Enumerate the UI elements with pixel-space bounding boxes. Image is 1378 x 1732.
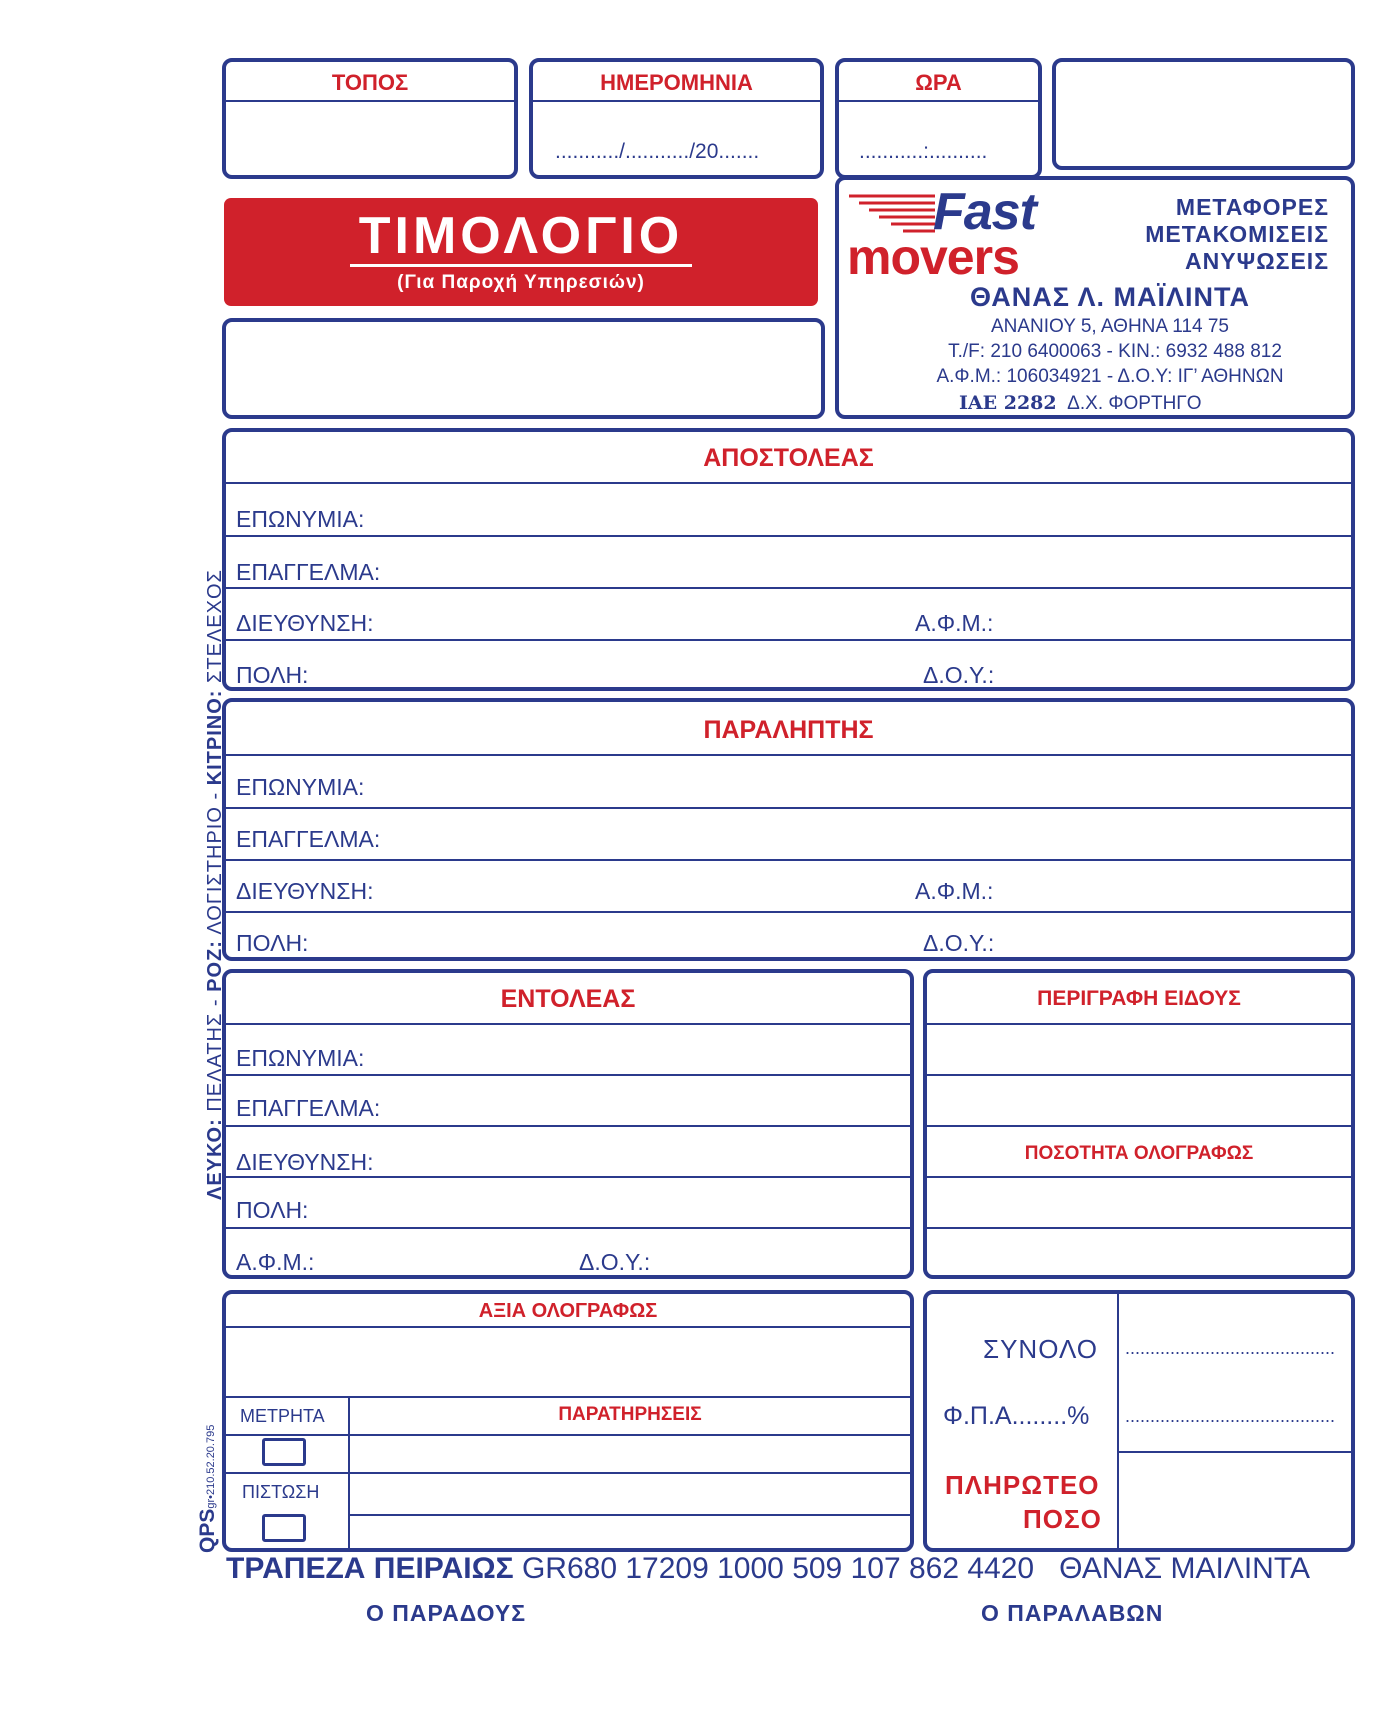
sender-address-label: ΔΙΕΥΘΥΝΣΗ: xyxy=(236,610,374,636)
account-holder: ΘΑΝΑΣ ΜΑΙΛΙΝΤΑ xyxy=(1059,1552,1310,1585)
company-tax: Α.Φ.Μ.: 106034921 - Δ.Ο.Υ: ΙΓ’ ΑΘΗΝΩΝ xyxy=(936,366,1284,387)
printer-info: gr•210.52.20.795 xyxy=(205,1424,217,1509)
copy-white-key: ΛΕΥΚΟ: xyxy=(204,1118,226,1200)
copy-white-val: ΠΕΛΑΤΗΣ - xyxy=(204,991,226,1119)
copy-pink-val: ΛΟΓΙΣΤΗΡΙΟ - xyxy=(204,785,226,941)
goods-description-title: ΠΕΡΙΓΡΑΦΗ ΕΙΔΟΥΣ xyxy=(1037,987,1241,1010)
time-field[interactable]: ...........:.......... xyxy=(859,140,988,163)
principal-title: ΕΝΤΟΛΕΑΣ xyxy=(500,985,636,1013)
recipient-signature-label: Ο ΠΑΡΑΛΑΒΩΝ xyxy=(981,1600,1164,1626)
sender-city-label: ΠΟΛΗ: xyxy=(236,662,309,688)
service-transport: ΜΕΤΑΦΟΡΕΣ xyxy=(1175,194,1329,220)
service-moving: ΜΕΤΑΚΟΜΙΣΕΙΣ xyxy=(1145,221,1329,247)
invoice-title: ΤΙΜΟΛΟΓΙΟ xyxy=(358,207,684,265)
sender-job-label: ΕΠΑΓΓΕΛΜΑ: xyxy=(236,559,381,585)
cash-checkbox[interactable] xyxy=(262,1438,306,1466)
remarks-title: ΠΑΡΑΤΗΡΗΣΕΙΣ xyxy=(558,1404,702,1425)
value-title: ΑΞΙΑ ΟΛΟΓΡΑΦΩΣ xyxy=(478,1300,658,1322)
copies-distribution-note xyxy=(204,569,227,1200)
bank-name: ΤΡΑΠΕΖΑ ΠΕΙΡΑΙΩΣ xyxy=(226,1552,514,1585)
place-box xyxy=(222,58,518,179)
principal-doy-label: Δ.Ο.Υ.: xyxy=(579,1249,651,1275)
company-phones: Τ./F: 210 6400063 - ΚΙΝ.: 6932 488 812 xyxy=(948,341,1282,362)
receiver-doy-label: Δ.Ο.Υ.: xyxy=(923,930,995,956)
copy-yellow-val: ΣΤΕΛΕΧΟΣ xyxy=(204,569,226,690)
receiver-afm-label: Α.Φ.Μ.: xyxy=(915,878,994,904)
sum-value[interactable]: .......................................... xyxy=(1125,1338,1336,1358)
bank-line xyxy=(226,1552,1310,1586)
principal-name-label: ΕΠΩΝΥΜΙΑ: xyxy=(236,1045,365,1071)
vat-label: Φ.Π.Α........% xyxy=(943,1402,1090,1430)
blank-top-box[interactable] xyxy=(1052,58,1355,170)
company-box xyxy=(835,176,1355,419)
sender-afm-label: Α.Φ.Μ.: xyxy=(915,610,994,636)
payable-label-line1: ΠΛΗΡΩΤΕΟ xyxy=(945,1470,1100,1500)
credit-checkbox[interactable] xyxy=(262,1514,306,1542)
receiver-title: ΠΑΡΑΛΗΠΤΗΣ xyxy=(703,716,874,744)
invoice-subtitle: (Για Παροχή Υπηρεσιών) xyxy=(397,272,645,293)
payable-label-line2: ΠΟΣΟ xyxy=(1023,1504,1102,1534)
company-name: ΘΑΝΑΣ Λ. ΜΑΪΛΙΝΤΑ xyxy=(970,282,1250,312)
vehicle-type: Δ.Χ. ΦΟΡΤΗΓΟ xyxy=(1067,393,1202,414)
bank-iban: GR680 17209 1000 509 107 862 4420 xyxy=(521,1552,1035,1585)
time-label: ΩΡΑ xyxy=(915,70,962,95)
principal-afm-label: Α.Φ.Μ.: xyxy=(236,1249,315,1275)
receiver-name-label: ΕΠΩΝΥΜΙΑ: xyxy=(236,774,365,800)
printer-name: QPS xyxy=(196,1508,219,1553)
sender-title: ΑΠΟΣΤΟΛΕΑΣ xyxy=(703,444,874,472)
invoice-number-box[interactable] xyxy=(222,318,825,419)
date-label: ΗΜΕΡΟΜΗΝΙΑ xyxy=(600,70,753,95)
goods-section xyxy=(923,969,1355,1279)
invoice-title-banner xyxy=(224,198,818,306)
goods-quantity-title: ΠΟΣΟΤΗΤΑ ΟΛΟΓΡΑΦΩΣ xyxy=(1024,1143,1254,1164)
cash-label: ΜΕΤΡΗΤΑ xyxy=(240,1406,325,1426)
logo-movers: movers xyxy=(847,229,1019,285)
sum-label: ΣΥΝΟΛΟ xyxy=(983,1334,1098,1364)
principal-address-label: ΔΙΕΥΘΥΝΣΗ: xyxy=(236,1149,374,1175)
logo-fast: Fast xyxy=(933,183,1036,241)
date-box xyxy=(529,58,824,179)
deliverer-signature-label: Ο ΠΑΡΑΔΟΥΣ xyxy=(366,1600,527,1626)
place-field[interactable] xyxy=(226,102,514,175)
sender-section xyxy=(222,428,1355,691)
service-lifting: ΑΝΥΨΩΣΕΙΣ xyxy=(1185,248,1329,274)
totals-section xyxy=(923,1290,1355,1552)
date-field[interactable]: .........../.........../20....... xyxy=(555,140,760,163)
principal-section xyxy=(222,969,914,1279)
receiver-address-label: ΔΙΕΥΘΥΝΣΗ: xyxy=(236,878,374,904)
principal-job-label: ΕΠΑΓΓΕΛΜΑ: xyxy=(236,1095,381,1121)
copy-yellow-key: ΚΙΤΡΙΝΟ: xyxy=(204,689,226,786)
time-box xyxy=(835,58,1042,179)
place-label: ΤΟΠΟΣ xyxy=(331,70,409,95)
receiver-city-label: ΠΟΛΗ: xyxy=(236,930,309,956)
receiver-section xyxy=(222,698,1355,961)
vat-value[interactable]: .......................................... xyxy=(1125,1406,1336,1426)
value-section xyxy=(222,1290,914,1552)
sender-name-label: ΕΠΩΝΥΜΙΑ: xyxy=(236,506,365,532)
receiver-job-label: ΕΠΑΓΓΕΛΜΑ: xyxy=(236,826,381,852)
title-underline xyxy=(350,264,692,267)
company-logo xyxy=(845,183,1085,285)
principal-city-label: ΠΟΛΗ: xyxy=(236,1197,309,1223)
copy-pink-key: ΡΟΖ: xyxy=(204,940,226,992)
credit-label: ΠΙΣΤΩΣΗ xyxy=(242,1482,320,1502)
sender-doy-label: Δ.Ο.Υ.: xyxy=(923,662,995,688)
payable-amount-field[interactable] xyxy=(1119,1453,1351,1548)
printer-credit xyxy=(196,1425,220,1553)
company-address: ΑΝΑΝΙΟΥ 5, ΑΘΗΝΑ 114 75 xyxy=(990,316,1230,337)
company-iae xyxy=(959,392,1202,415)
iae-number: ΙΑΕ 2282 xyxy=(959,392,1057,414)
